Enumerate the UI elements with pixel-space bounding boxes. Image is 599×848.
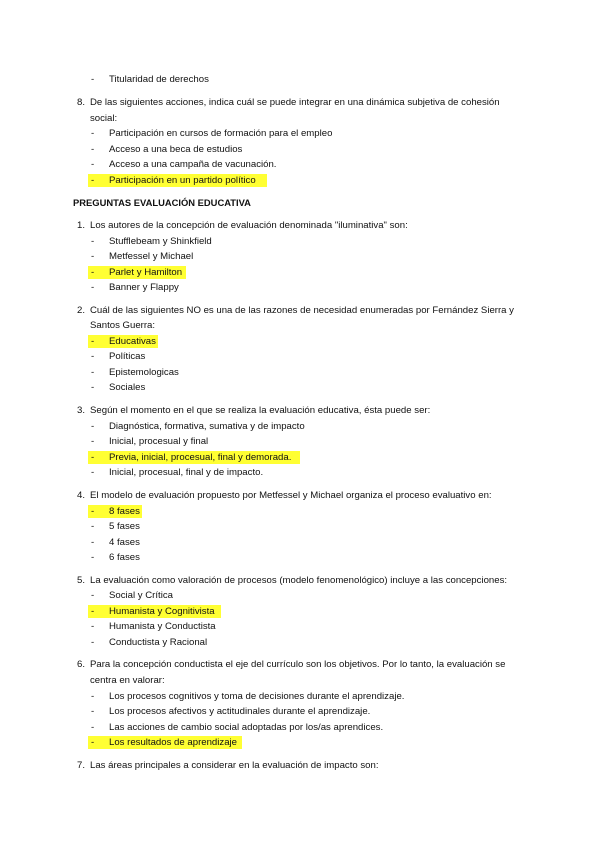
option: Diagnóstica, formativa, sumativa y de impacto bbox=[109, 421, 305, 432]
question-number: 4. bbox=[76, 490, 85, 501]
question-number: 5. bbox=[76, 575, 85, 586]
question-number: 7. bbox=[76, 760, 85, 771]
question-text: Cuál de las siguientes NO es una de las razones de necesidad enumeradas por Fernández Sierra y bbox=[90, 305, 514, 316]
question-text-cont: centra en valorar: bbox=[90, 675, 165, 686]
option: Las acciones de cambio social adoptadas por los/as aprendices. bbox=[109, 722, 384, 733]
dash-marker: - bbox=[91, 691, 95, 702]
dash-marker: - bbox=[91, 128, 95, 139]
dash-marker: - bbox=[91, 606, 95, 617]
dash-marker: - bbox=[91, 367, 95, 378]
dash-marker: - bbox=[91, 421, 95, 432]
dash-marker: - bbox=[91, 521, 95, 532]
option-highlighted: Humanista y Cognitivista bbox=[109, 606, 215, 617]
option: Sociales bbox=[109, 382, 146, 393]
option: Epistemologicas bbox=[109, 367, 179, 378]
question-text: Los autores de la concepción de evaluación denominada "iluminativa" son: bbox=[90, 220, 408, 231]
dash-marker: - bbox=[91, 74, 95, 85]
dash-marker: - bbox=[91, 351, 95, 362]
dash-marker: - bbox=[91, 267, 95, 278]
option: Stufflebeam y Shinkfield bbox=[109, 236, 212, 247]
dash-marker: - bbox=[91, 144, 95, 155]
option: Los procesos cognitivos y toma de decisiones durante el aprendizaje. bbox=[109, 691, 405, 702]
option: Banner y Flappy bbox=[109, 282, 179, 293]
question-number: 1. bbox=[76, 220, 85, 231]
option: Metfessel y Michael bbox=[109, 251, 194, 262]
dash-marker: - bbox=[91, 382, 95, 393]
dash-marker: - bbox=[91, 452, 95, 463]
dash-marker: - bbox=[91, 236, 95, 247]
section-heading: PREGUNTAS EVALUACIÓN EDUCATIVA bbox=[73, 197, 251, 208]
option: 5 fases bbox=[109, 521, 140, 532]
dash-marker: - bbox=[91, 537, 95, 548]
question-text-cont: Santos Guerra: bbox=[90, 320, 156, 331]
option-titularidad: Titularidad de derechos bbox=[109, 74, 209, 85]
dash-marker: - bbox=[91, 251, 95, 262]
dash-marker: - bbox=[91, 282, 95, 293]
option: Conductista y Racional bbox=[109, 637, 208, 648]
option: Participación en cursos de formación para el empleo bbox=[109, 128, 333, 139]
option-highlighted: Educativas bbox=[109, 336, 156, 347]
option-highlighted: Previa, inicial, procesual, final y demorada. bbox=[109, 452, 292, 463]
dash-marker: - bbox=[91, 637, 95, 648]
option: 4 fases bbox=[109, 537, 140, 548]
dash-marker: - bbox=[91, 159, 95, 170]
question-text-cont: social: bbox=[90, 113, 118, 124]
dash-marker: - bbox=[91, 506, 95, 517]
question-text: Para la concepción conductista el eje del currículo son los objetivos. Por lo tanto, la evaluación se bbox=[90, 659, 506, 670]
question-number: 6. bbox=[76, 659, 85, 670]
option-highlighted: Los resultados de aprendizaje bbox=[109, 737, 238, 748]
dash-marker: - bbox=[91, 336, 95, 347]
question-text: La evaluación como valoración de procesos (modelo fenomenológico) incluye a las concepciones: bbox=[90, 575, 508, 586]
dash-marker: - bbox=[91, 722, 95, 733]
question-number: 8. bbox=[76, 97, 85, 108]
question-text: Según el momento en el que se realiza la evaluación educativa, ésta puede ser: bbox=[90, 405, 431, 416]
question-text: El modelo de evaluación propuesto por Metfessel y Michael organiza el proceso evaluativo en: bbox=[90, 490, 492, 501]
option: Inicial, procesual, final y de impacto. bbox=[109, 467, 264, 478]
option: Acceso a una beca de estudios bbox=[109, 144, 243, 155]
option: Acceso a una campaña de vacunación. bbox=[109, 159, 277, 170]
dash-marker: - bbox=[91, 175, 95, 186]
option: Inicial, procesual y final bbox=[109, 436, 209, 447]
dash-marker: - bbox=[91, 590, 95, 601]
dash-marker: - bbox=[91, 621, 95, 632]
question-text: Las áreas principales a considerar en la evaluación de impacto son: bbox=[90, 760, 379, 771]
option: Políticas bbox=[109, 351, 146, 362]
option: Los procesos afectivos y actitudinales durante el aprendizaje. bbox=[109, 706, 371, 717]
dash-marker: - bbox=[91, 552, 95, 563]
option: Humanista y Conductista bbox=[109, 621, 216, 632]
question-number: 3. bbox=[76, 405, 85, 416]
question-number: 2. bbox=[76, 305, 85, 316]
option-highlighted: 8 fases bbox=[109, 506, 140, 517]
option-highlighted: Parlet y Hamilton bbox=[109, 267, 183, 278]
question-text: De las siguientes acciones, indica cuál se puede integrar en una dinámica subjetiva de cohesión bbox=[90, 97, 500, 108]
dash-marker: - bbox=[91, 436, 95, 447]
dash-marker: - bbox=[91, 706, 95, 717]
option-highlighted: Participación en un partido político bbox=[109, 175, 256, 186]
dash-marker: - bbox=[91, 467, 95, 478]
option: 6 fases bbox=[109, 552, 140, 563]
option: Social y Crítica bbox=[109, 590, 173, 601]
dash-marker: - bbox=[91, 737, 95, 748]
